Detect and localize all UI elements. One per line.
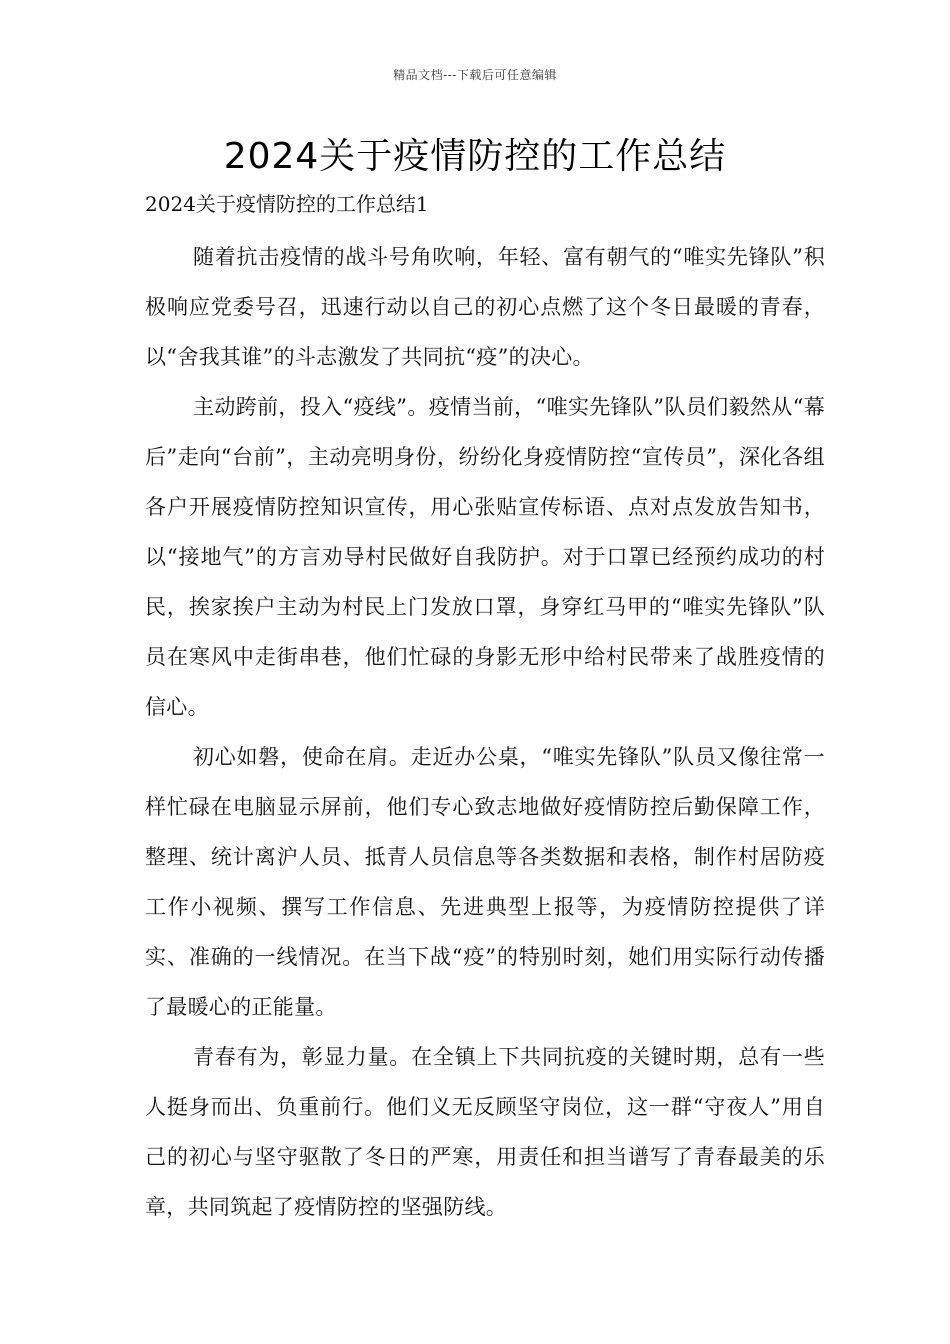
- paragraph-4: 青春有为，彰显力量。在全镇上下共同抗疫的关键时期，总有一些人挺身而出、负重前行。他们义无反顾坚守岗位，这一群“守夜人”用自己的初心与坚守驱散了冬日的严寒，用责任和担当谱写了青春最美的乐章，共同筑起了疫情防控的坚强防线。: [145, 1045, 825, 1219]
- section-subtitle: 2024关于疫情防控的工作总结1: [145, 192, 429, 216]
- header-note: 精品文档---下载后可任意编辑: [393, 68, 557, 82]
- paragraph-1: 随着抗击疫情的战斗号角吹响，年轻、富有朝气的“唯实先锋队”积极响应党委号召，迅速行动以自己的初心点燃了这个冬日最暖的青春，以“舍我其谁”的斗志激发了共同抗“疫”的决心。: [145, 245, 825, 369]
- document-title: 2024关于疫情防控的工作总结: [223, 136, 727, 177]
- paragraph-2: 主动跨前，投入“疫线”。疫情当前，“唯实先锋队”队员们毅然从“幕后”走向“台前”，主动亮明身份，纷纷化身疫情防控“宣传员”，深化各组各户开展疫情防控知识宣传，用心张贴宣传标语、点对点发放告知书，以“接地气”的方言劝导村民做好自我防护。对于口罩已经预约成功的村民，挨家挨户主动为村民上门发放口罩，身穿红马甲的“唯实先锋队”队员在寒风中走街串巷，他们忙碌的身影无形中给村民带来了战胜疫情的信心。: [145, 395, 825, 719]
- paragraph-3: 初心如磐，使命在肩。走近办公桌，“唯实先锋队”队员又像往常一样忙碌在电脑显示屏前，他们专心致志地做好疫情防控后勤保障工作，整理、统计离沪人员、抵青人员信息等各类数据和表格，制作村居防疫工作小视频、撰写工作信息、先进典型上报等，为疫情防控提供了详实、准确的一线情况。在当下战“疫”的特别时刻，她们用实际行动传播了最暖心的正能量。: [145, 745, 825, 1019]
- body-text: [145, 232, 825, 1232]
